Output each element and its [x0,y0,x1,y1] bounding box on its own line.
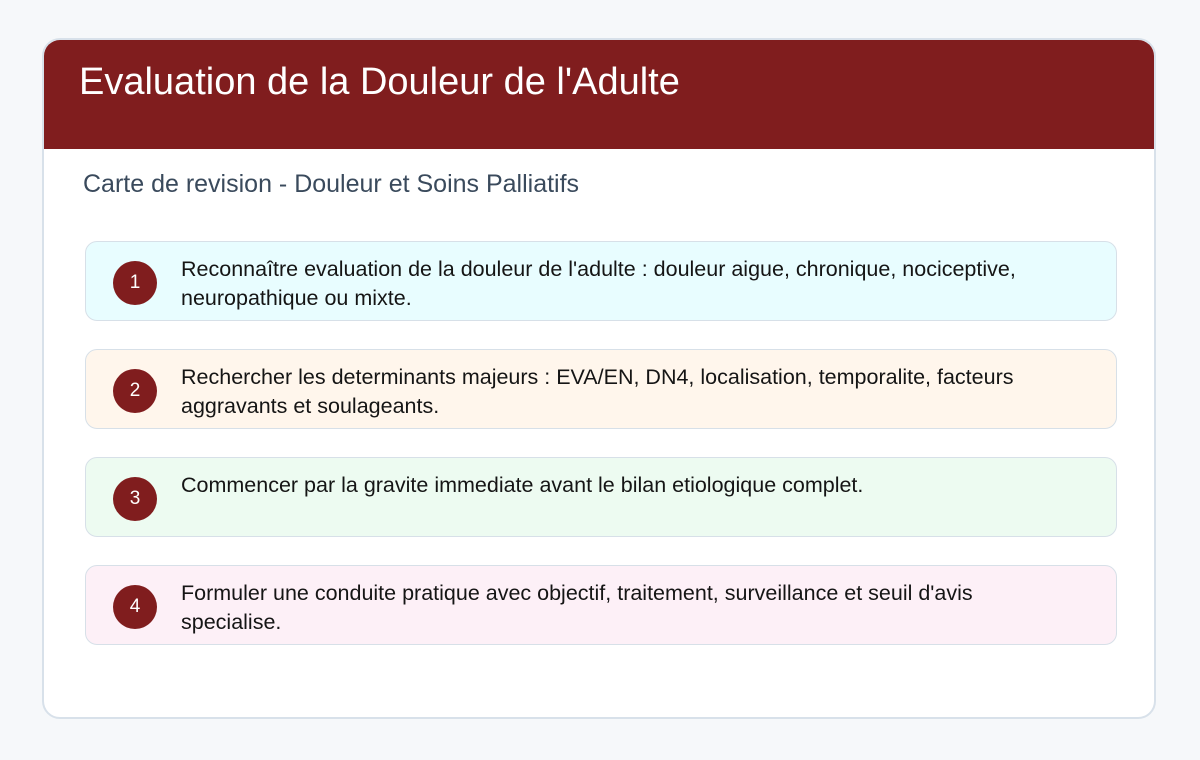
step-number-badge: 3 [113,477,157,521]
step-item [85,457,1117,537]
step-number-badge: 2 [113,369,157,413]
card-title: Evaluation de la Douleur de l'Adulte [79,61,680,103]
step-number-badge: 4 [113,585,157,629]
revision-card [42,38,1156,719]
step-item [85,565,1117,645]
card-subtitle: Carte de revision - Douleur et Soins Palliatifs [83,170,580,198]
step-text: Formuler une conduite pratique avec objectif, traitement, surveillance et seuil d'avis specialise. [181,581,973,634]
card-header [42,38,1156,149]
step-number-badge: 1 [113,261,157,305]
step-text: Commencer par la gravite immediate avant le bilan etiologique complet. [181,473,864,497]
step-text: Rechercher les determinants majeurs : EVA/EN, DN4, localisation, temporalite, facteurs aggravants et soulageants. [181,365,1014,418]
step-item [85,349,1117,429]
step-item [85,241,1117,321]
step-text: Reconnaître evaluation de la douleur de l'adulte : douleur aigue, chronique, nociceptive, neuropathique ou mixte. [181,257,1016,310]
